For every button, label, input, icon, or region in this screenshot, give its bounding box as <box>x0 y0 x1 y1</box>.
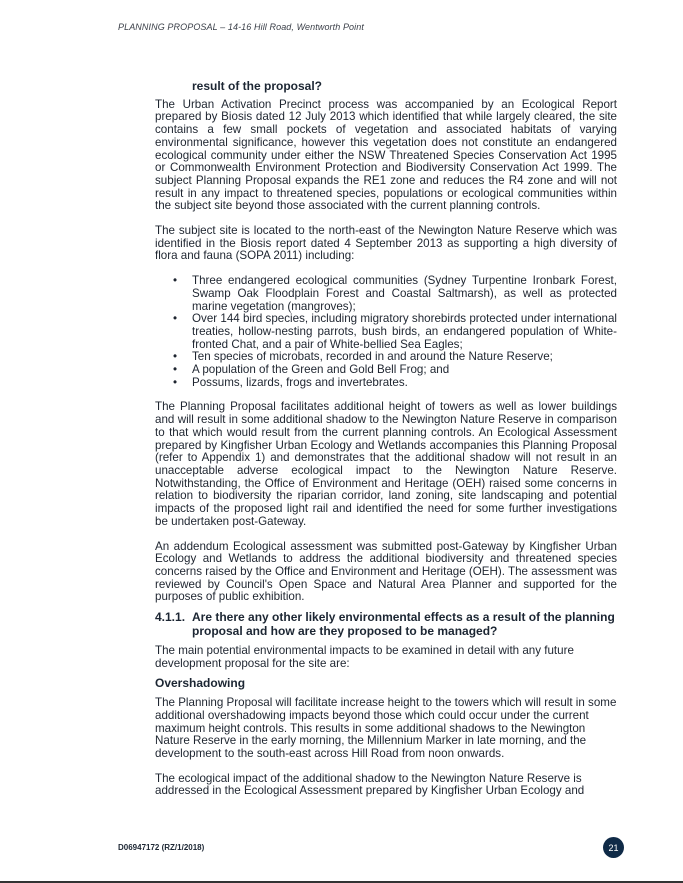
list-item <box>155 377 617 390</box>
page-body <box>155 80 617 798</box>
paragraph-overshadowing: The Planning Proposal will facilitate increase height to the towers which will result in some additional overshadowing impacts beyond those which could occur under the current maximum height controls. This results in some additional shadows to the Newington Nature Reserve in the early morning, the Millennium Marker in late morning, and the development to the south-east across Hill Road from noon onwards. <box>155 696 617 760</box>
paragraph-shadow-assessment: The Planning Proposal facilitates additional height of towers as well as lower buildings and will result in some additional shadow to the Newington Nature Reserve in comparison to that which would result from the current planning controls. An Ecological Assessment prepared by Kingfisher Urban Ecology and Wetlands accompanies this Planning Proposal (refer to Appendix 1) and demonstrates that the additional shadow will not result in an unacceptable adverse ecological impact to the Newington Nature Reserve. Notwithstanding, the Office of Environment and Heritage (OEH) raised some concerns in relation to biodiversity the riparian corridor, land zoning, site landscaping and potential impacts of the proposed light rail and identified the need for some further investigations be undertaken post-Gateway. <box>155 400 617 528</box>
list-item <box>155 313 617 351</box>
running-header: PLANNING PROPOSAL – 14-16 Hill Road, Wentworth Point <box>118 22 364 32</box>
overshadowing-heading: Overshadowing <box>155 676 246 691</box>
bullet-icon: • <box>173 350 178 364</box>
list-item <box>155 275 617 313</box>
list-item-text: Ten species of microbats, recorded in and around the Nature Reserve; <box>192 350 553 364</box>
section-heading <box>155 611 617 638</box>
bullet-icon: • <box>173 375 178 389</box>
bullet-icon: • <box>173 312 178 326</box>
page-number-badge: 21 <box>603 837 624 858</box>
document-reference: D06947172 (RZ/1/2018) <box>118 843 205 852</box>
list-item-text: Over 144 bird species, including migratory shorebirds protected under international treaties, hollow-nesting parrots, bush birds, an endangered population of White-fronted Chat, and a pair of White-bellied Sea Eagles; <box>192 312 617 351</box>
bullet-icon: • <box>173 363 178 377</box>
section-title: Are there any other likely environmental effects as a result of the planning proposal and how are they proposed to be managed? <box>192 610 615 638</box>
bullet-icon: • <box>173 274 178 288</box>
biodiversity-list <box>155 275 617 389</box>
paragraph-ecological-impact: The ecological impact of the additional shadow to the Newington Nature Reserve is addressed in the Ecological Assessment prepared by Kingfisher Urban Ecology and <box>155 771 585 798</box>
paragraph-site-location: The subject site is located to the north-east of the Newington Nature Reserve which was identified in the Biosis report dated 4 September 2013 as supporting a high diversity of flora and fauna (SOPA 2011) including: <box>155 224 617 263</box>
paragraph-addendum: An addendum Ecological assessment was submitted post-Gateway by Kingfisher Urban Ecology and Wetlands to address the additional biodiversity and threatened species concerns raised by the Office and Environment and Heritage (OEH). The assessment was reviewed by Council's Open Space and Natural Area Planner and supported for the purposes of public exhibition. <box>155 539 617 604</box>
list-item-text: Three endangered ecological communities (Sydney Turpentine Ironbark Forest, Swamp Oak Floodplain Forest and Coastal Saltmarsh), as well as protected marine vegetation (mangroves); <box>192 274 617 313</box>
paragraph-main-impacts: The main potential environmental impacts to be examined in detail with any future development proposal for the site are: <box>155 644 574 670</box>
question-heading-continued: result of the proposal? <box>192 79 323 93</box>
list-item-text: A population of the Green and Gold Bell Frog; and <box>192 363 450 377</box>
paragraph-urban-activation: The Urban Activation Precinct process was accompanied by an Ecological Report prepared by Biosis dated 12 July 2013 which identified that while largely cleared, the site contains a few small pockets of vegetation and associated habitats of varying environmental significance, however this vegetation does not constitute an endangered ecological community under either the NSW Threatened Species Conservation Act 1995 or Commonwealth Environment Protection and Biodiversity Conservation Act 1999. The subject Planning Proposal expands the RE1 zone and reduces the R4 zone and will not result in any impact to threatened species, populations or ecological communities within the subject site beyond those associated with the current planning controls. <box>155 97 617 213</box>
section-number: 4.1.1. <box>155 610 186 625</box>
list-item-text: Possums, lizards, frogs and invertebrates. <box>192 375 408 389</box>
